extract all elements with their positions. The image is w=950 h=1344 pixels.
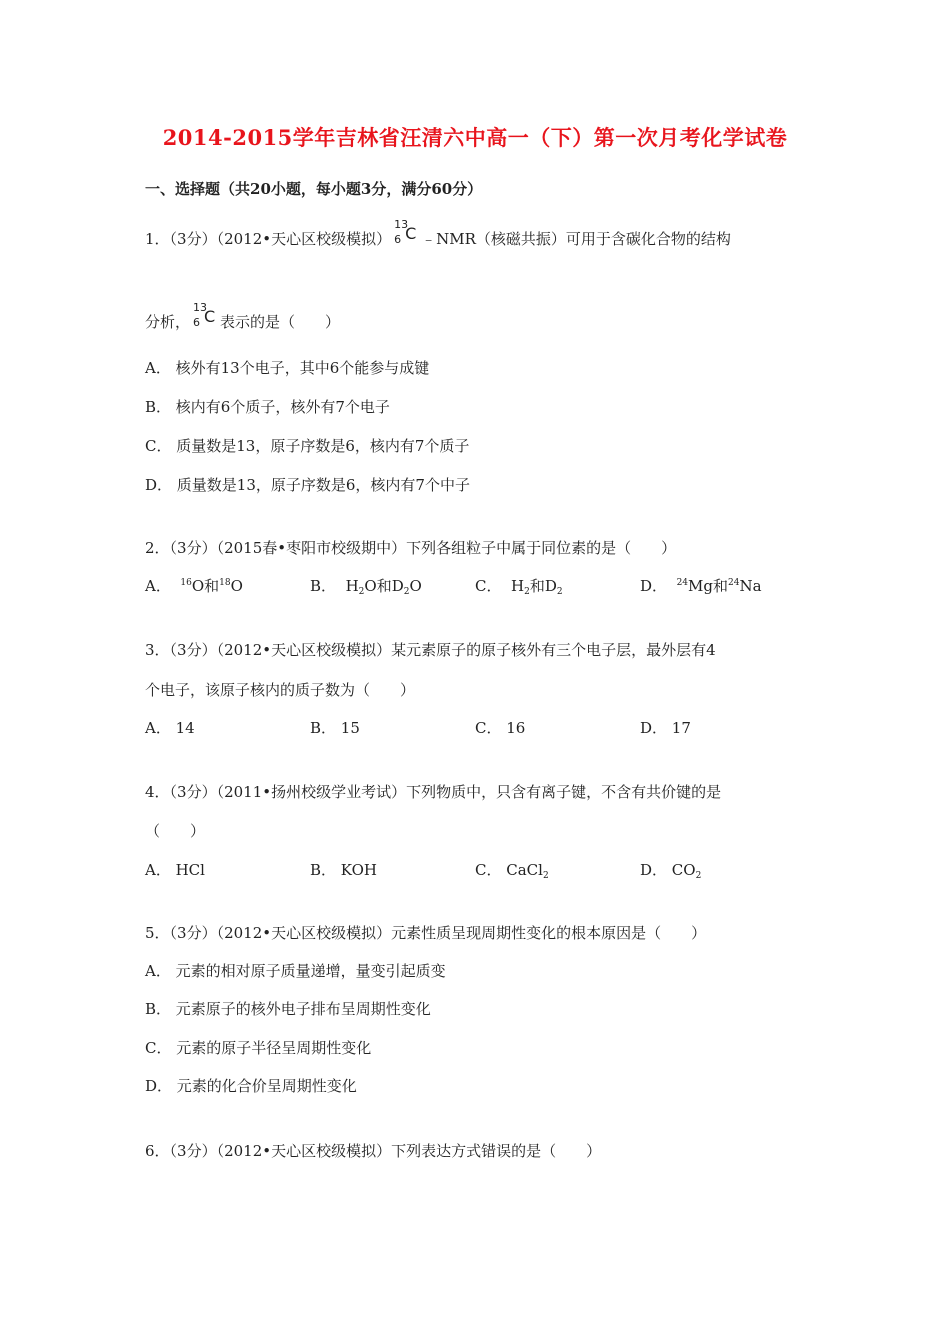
question-2-option-b[interactable]: B． $H_2O$和$D_2O$ <box>310 577 422 597</box>
question-1-stem-line-1 <box>145 218 731 250</box>
question-3-option-c[interactable]: C． 16 <box>475 719 526 737</box>
question-5-option-c[interactable]: C． 元素的原子半径呈周期性变化 <box>145 1039 372 1057</box>
question-4-option-a[interactable]: A． HCl <box>145 861 205 879</box>
question-4-option-c[interactable]: C． CaCl$_2$ <box>475 861 549 881</box>
question-2-option-d[interactable]: D． $^{24}$Mg和$^{24}$Na <box>640 577 762 595</box>
question-1-option-d[interactable]: D． 质量数是13，原子序数是6，核内有7个中子 <box>145 476 470 494</box>
question-1-option-b[interactable]: B． 核内有6个质子，核外有7个电子 <box>145 398 390 416</box>
question-5-stem: 5．（3分）（2012•天心区校级模拟）元素性质呈现周期性变化的根本原因是（ ） <box>145 924 707 942</box>
question-4-option-b[interactable]: B． KOH <box>310 861 377 879</box>
question-1-option-c[interactable]: C． 质量数是13，原子序数是6，核内有7个质子 <box>145 437 470 455</box>
question-1-stem-line-2: 分析， 13 6 C 表示的是（ ） <box>145 301 341 331</box>
question-4-stem-line-2: （ ） <box>145 822 206 840</box>
carbon-13-nuclide: 13 6 C <box>394 218 417 246</box>
question-1-option-a[interactable]: A． 核外有13个电子，其中6个能参与成键 <box>145 359 430 377</box>
question-3-option-a[interactable]: A． 14 <box>145 719 195 737</box>
question-2-option-a[interactable]: A． $^{16}$O和$^{18}$O <box>145 577 243 595</box>
question-3-option-d[interactable]: D． 17 <box>640 719 691 737</box>
question-4-option-d[interactable]: D． $CO_2$ <box>640 861 702 881</box>
question-6-stem: 6．（3分）（2012•天心区校级模拟）下列表达方式错误的是（ ） <box>145 1142 602 1160</box>
carbon-13-nuclide: 13 6 C <box>193 301 216 329</box>
question-5-option-b[interactable]: B． 元素原子的核外电子排布呈周期性变化 <box>145 1000 431 1018</box>
question-3-stem-line-2: 个电子，该原子核内的质子数为（ ） <box>145 681 416 699</box>
question-5-option-a[interactable]: A． 元素的相对原子质量递增，量变引起质变 <box>145 962 446 980</box>
section-heading: 一、选择题（共20小题，每小题3分，满分60分） <box>145 180 483 198</box>
question-2-stem: 2．（3分）（2015春•枣阳市校级期中）下列各组粒子中属于同位素的是（ ） <box>145 539 677 557</box>
question-3-option-b[interactable]: B． 15 <box>310 719 360 737</box>
question-4-stem-line-1: 4．（3分）（2011•扬州校级学业考试）下列物质中，只含有离子键，不含有共价键的是 <box>145 783 722 801</box>
question-1-stem-a: ﹣NMR（核磁共振）可用于含碳化合物的结构 <box>421 230 731 248</box>
question-3-stem-line-1: 3．（3分）（2012•天心区校级模拟）某元素原子的原子核外有三个电子层，最外层有4 <box>145 641 716 659</box>
question-2-option-c[interactable]: C． $H_2$和$D_2$ <box>475 577 563 597</box>
question-5-option-d[interactable]: D． 元素的化合价呈周期性变化 <box>145 1077 357 1095</box>
question-1-prefix: 1．（3分）（2012•天心区校级模拟） <box>145 230 392 248</box>
page-title: 2014-2015学年吉林省汪清六中高一（下）第一次月考化学试卷 <box>162 125 788 150</box>
